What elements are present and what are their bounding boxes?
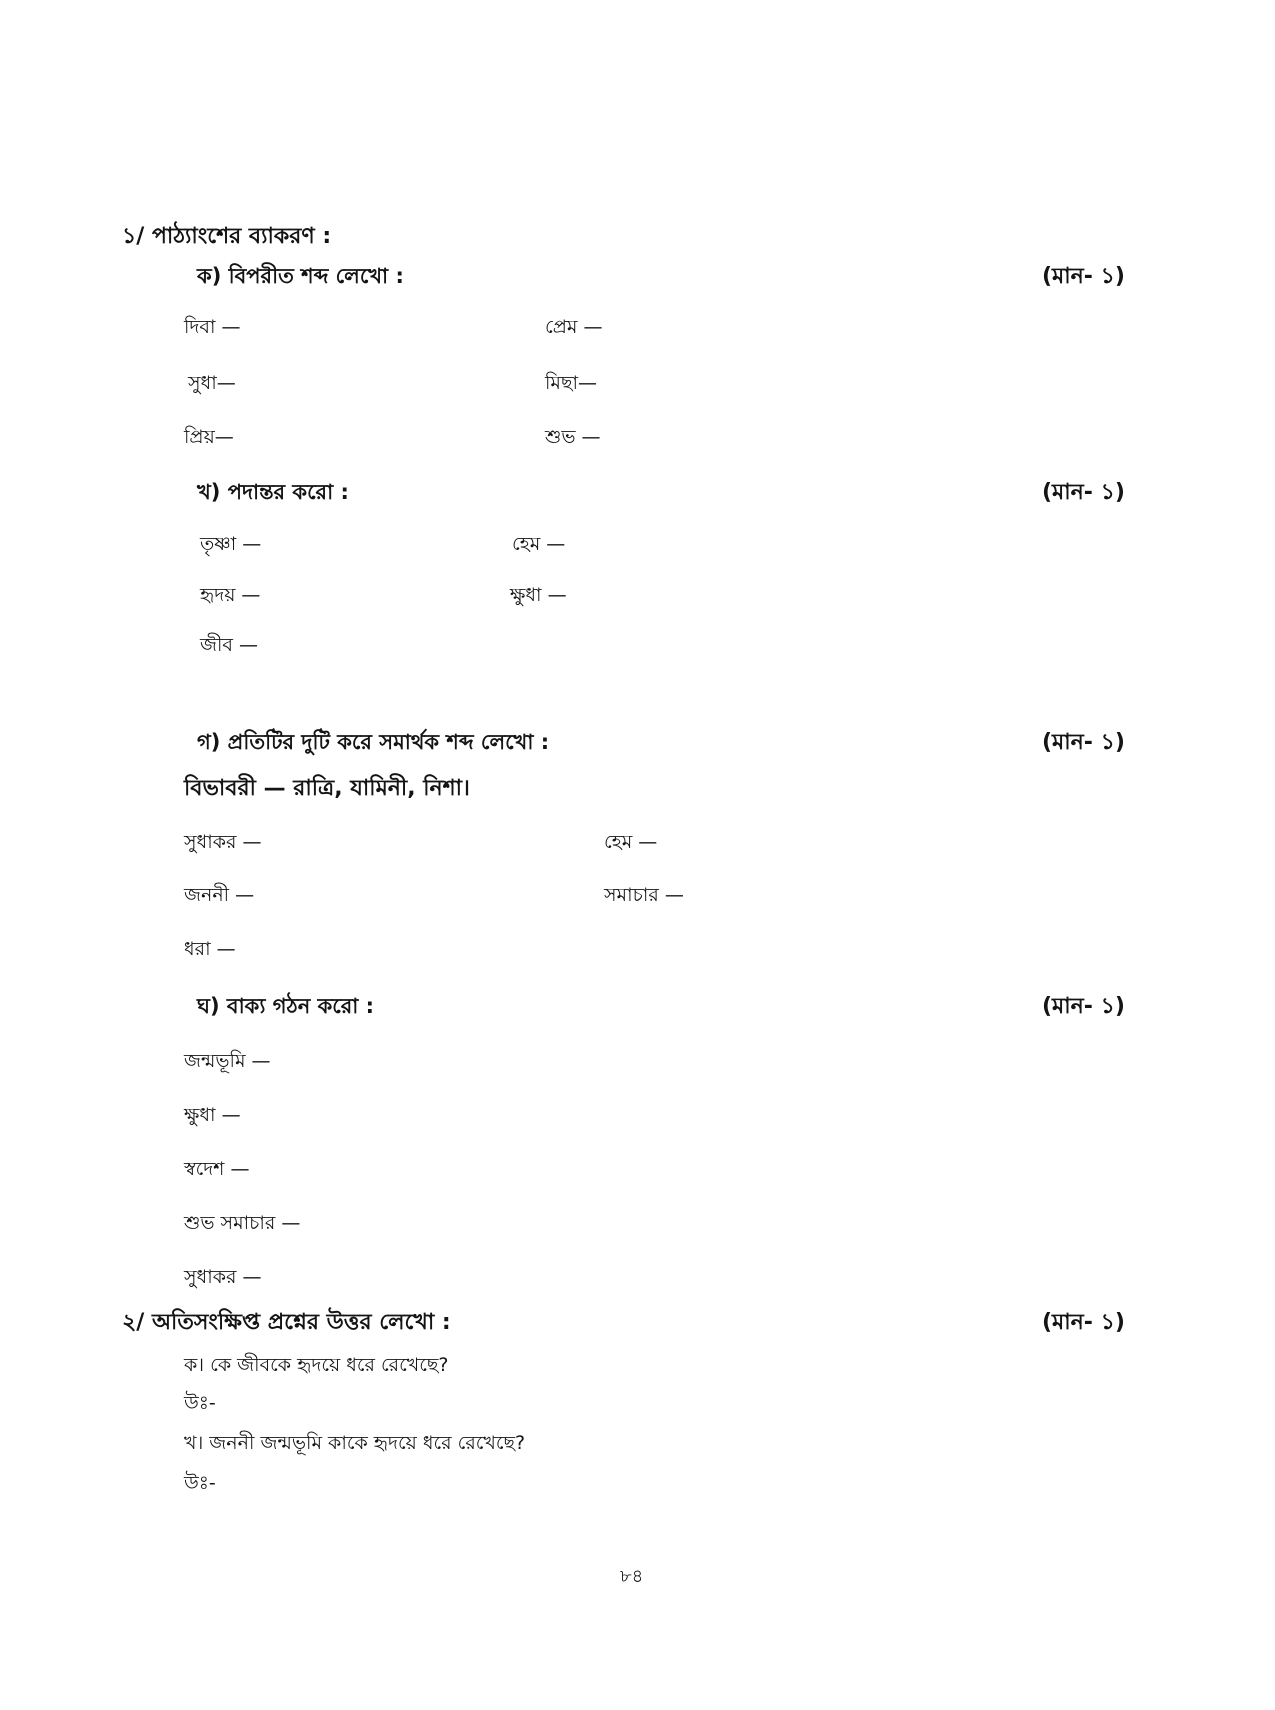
subsection-c-marks: (মান- ১) [1042,730,1125,755]
synonym-item-hem: হেম — [604,831,658,853]
antonym-item-sudha: সুধা— [188,372,236,394]
subsection-b-marks: (মান- ১) [1042,480,1125,505]
antonym-item-priyo: প্রিয়— [184,426,234,448]
synonym-example: বিভাবরী — রাত্রি, যামিনী, নিশা। [184,776,470,801]
subsection-b-heading: খ) পদান্তর করো : [197,480,349,504]
synonym-item-sudhakar: সুধাকর — [184,831,262,853]
subsection-a-marks: (মান- ১) [1042,264,1125,289]
page-number: ৮৪ [620,1566,644,1587]
convert-item-hem: হেম — [512,533,566,555]
section2-marks: (মান- ১) [1042,1310,1125,1335]
subsection-d-heading: ঘ) বাক্য গঠন করো : [197,994,375,1018]
convert-item-jib: জীব — [200,634,259,656]
answer-1-label: উঃ- [184,1392,216,1414]
answer-2-label: উঃ- [184,1472,216,1494]
synonym-item-samachar: সমাচার — [604,884,684,906]
question-1: ক। কে জীবকে হৃদয়ে ধরে রেখেছে? [184,1354,449,1376]
synonym-item-janani: জননী — [184,884,255,906]
convert-item-trishna: তৃষ্ণা — [200,533,262,555]
antonym-item-shubho: শুভ — [545,426,601,448]
subsection-d-marks: (মান- ১) [1042,994,1125,1019]
sentence-item-shubho-samachar: শুভ সমাচার — [184,1212,301,1234]
convert-item-hridoy: হৃদয় — [200,584,261,606]
convert-item-kshudha: ক্ষুধা — [510,584,567,606]
subsection-c-heading: গ) প্রতিটির দুটি করে সমার্থক শব্দ লেখো : [197,730,550,754]
sentence-item-sudhakar: সুধাকর — [184,1266,262,1288]
section2-title: ২/ অতিসংক্ষিপ্ত প্রশ্নের উত্তর লেখো : [122,1310,451,1335]
sentence-item-kshudha: ক্ষুধা — [184,1104,241,1126]
sentence-item-janmabhumi: জন্মভূমি — [184,1050,271,1072]
section1-title: ১/ পাঠ্যাংশের ব্যাকরণ : [122,224,332,249]
synonym-item-dhara: ধরা — [184,938,236,960]
antonym-item-micha: মিছা— [545,372,598,394]
subsection-a-heading: ক) বিপরীত শব্দ লেখো : [197,264,404,288]
antonym-item-diba: দিবা — [184,316,241,338]
question-2: খ। জননী জন্মভূমি কাকে হৃদয়ে ধরে রেখেছে? [184,1432,526,1454]
antonym-item-prem: প্রেম — [545,316,603,338]
sentence-item-swadesh: স্বদেশ — [184,1158,250,1180]
